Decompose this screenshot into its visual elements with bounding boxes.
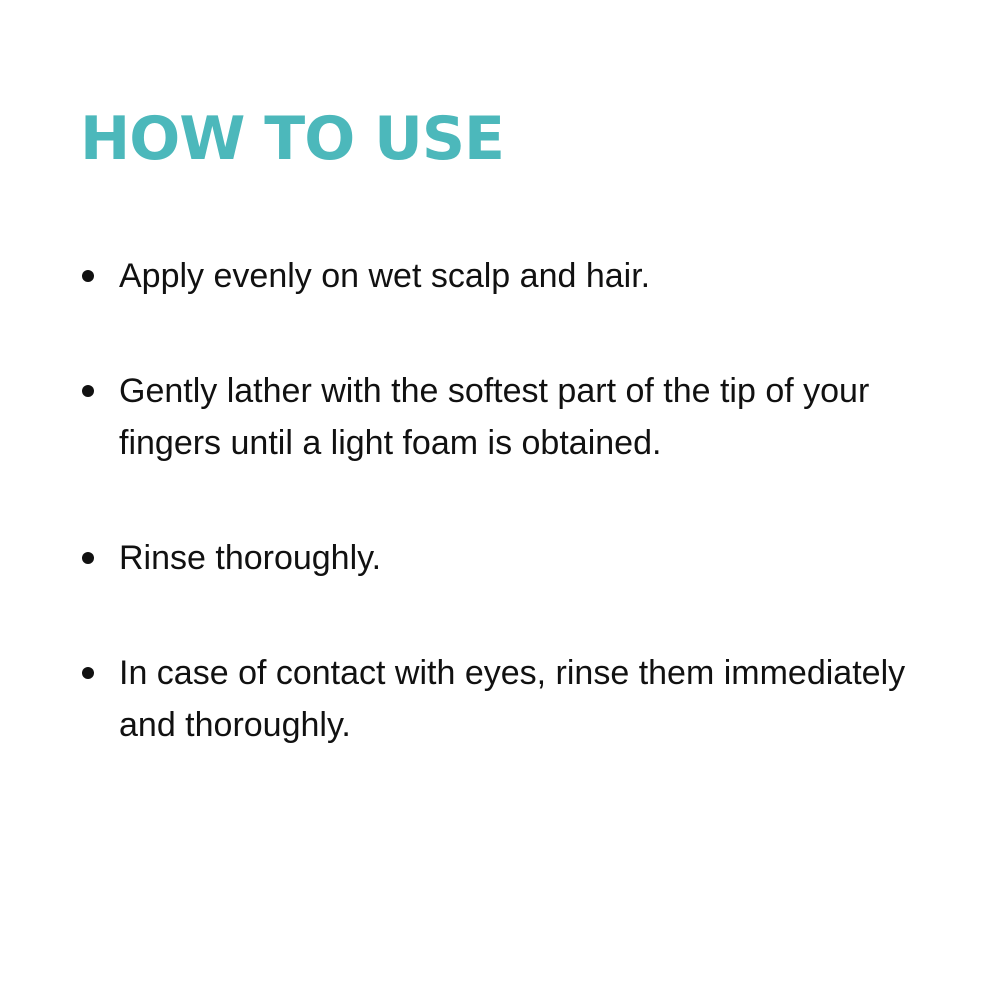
bullet-icon bbox=[82, 270, 94, 282]
list-item bbox=[80, 365, 920, 469]
bullet-icon bbox=[82, 552, 94, 564]
list-item bbox=[80, 647, 920, 751]
bullet-icon bbox=[82, 667, 94, 679]
step-text: Gently lather with the softest part of the tip of your fingers until a light foam is obtained. bbox=[119, 372, 870, 462]
usage-steps-list bbox=[80, 250, 920, 814]
page-title: HOW TO USE bbox=[80, 104, 505, 174]
bullet-icon bbox=[82, 385, 94, 397]
step-text: Rinse thoroughly. bbox=[119, 539, 382, 577]
list-item bbox=[80, 532, 920, 584]
step-text: In case of contact with eyes, rinse them immediately and thoroughly. bbox=[119, 654, 906, 744]
step-text: Apply evenly on wet scalp and hair. bbox=[119, 257, 651, 295]
list-item bbox=[80, 250, 920, 302]
